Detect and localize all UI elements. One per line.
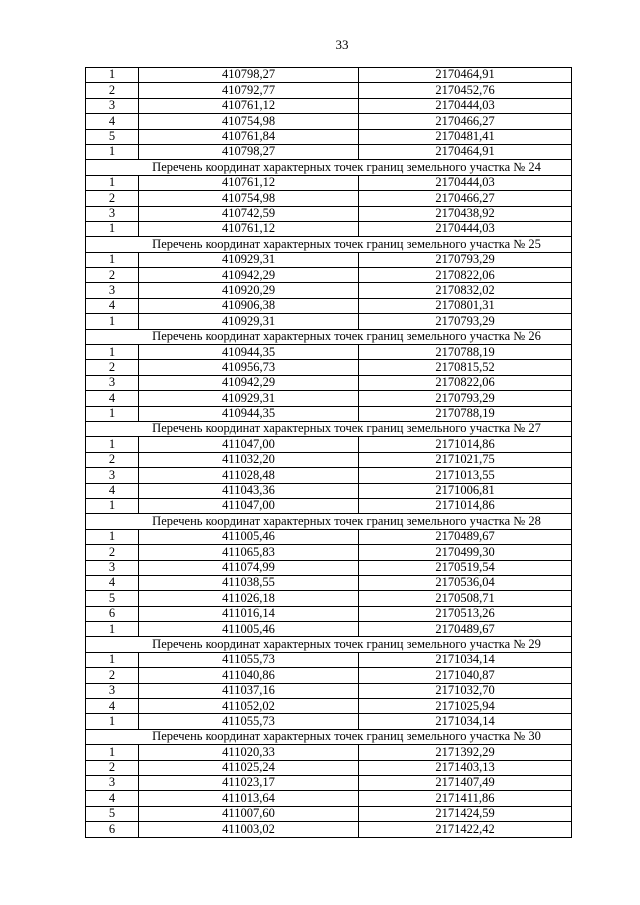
point-number-cell: 1 [86, 314, 139, 329]
section-header: Перечень координат характерных точек границ земельного участка № 30 [86, 729, 572, 744]
point-number-cell: 2 [86, 191, 139, 206]
point-number-cell: 1 [86, 406, 139, 421]
table-row [86, 622, 572, 637]
table-row [86, 775, 572, 790]
point-number-cell: 4 [86, 114, 139, 129]
x-coordinate-cell: 411055,73 [139, 714, 359, 729]
y-coordinate-cell: 2170499,30 [359, 545, 572, 560]
x-coordinate-cell: 411020,33 [139, 745, 359, 760]
y-coordinate-cell: 2170489,67 [359, 529, 572, 544]
table-row [86, 452, 572, 467]
x-coordinate-cell: 410798,27 [139, 68, 359, 83]
point-number-cell: 1 [86, 714, 139, 729]
page-number: 33 [335, 37, 349, 52]
x-coordinate-cell: 411037,16 [139, 683, 359, 698]
table-row [86, 221, 572, 236]
y-coordinate-cell: 2170466,27 [359, 191, 572, 206]
point-number-cell: 4 [86, 298, 139, 313]
table-row [86, 575, 572, 590]
table-row [86, 252, 572, 267]
table-row [86, 283, 572, 298]
point-number-cell: 1 [86, 144, 139, 159]
y-coordinate-cell: 2171006,81 [359, 483, 572, 498]
y-coordinate-cell: 2171021,75 [359, 452, 572, 467]
y-coordinate-cell: 2171040,87 [359, 668, 572, 683]
table-row [86, 129, 572, 144]
point-number-cell: 2 [86, 360, 139, 375]
point-number-cell: 4 [86, 575, 139, 590]
table-row [86, 822, 572, 837]
table-row [86, 529, 572, 544]
x-coordinate-cell: 411028,48 [139, 468, 359, 483]
x-coordinate-cell: 410920,29 [139, 283, 359, 298]
y-coordinate-cell: 2170452,76 [359, 83, 572, 98]
x-coordinate-cell: 410761,12 [139, 175, 359, 190]
point-number-cell: 3 [86, 98, 139, 113]
section-header: Перечень координат характерных точек границ земельного участка № 27 [86, 421, 572, 436]
table-row [86, 498, 572, 513]
table-row [86, 191, 572, 206]
point-number-cell: 3 [86, 206, 139, 221]
y-coordinate-cell: 2171034,14 [359, 714, 572, 729]
y-coordinate-cell: 2171422,42 [359, 822, 572, 837]
y-coordinate-cell: 2171424,59 [359, 806, 572, 821]
x-coordinate-cell: 410754,98 [139, 191, 359, 206]
point-number-cell: 1 [86, 175, 139, 190]
table-row [86, 791, 572, 806]
x-coordinate-cell: 411026,18 [139, 591, 359, 606]
point-number-cell: 3 [86, 560, 139, 575]
point-number-cell: 4 [86, 391, 139, 406]
table-row [86, 375, 572, 390]
y-coordinate-cell: 2170513,26 [359, 606, 572, 621]
section-header-row [86, 729, 572, 744]
point-number-cell: 1 [86, 622, 139, 637]
x-coordinate-cell: 410942,29 [139, 268, 359, 283]
point-number-cell: 6 [86, 606, 139, 621]
table-row [86, 437, 572, 452]
x-coordinate-cell: 411040,86 [139, 668, 359, 683]
x-coordinate-cell: 411038,55 [139, 575, 359, 590]
x-coordinate-cell: 410956,73 [139, 360, 359, 375]
y-coordinate-cell: 2171025,94 [359, 699, 572, 714]
y-coordinate-cell: 2171014,86 [359, 437, 572, 452]
point-number-cell: 2 [86, 268, 139, 283]
x-coordinate-cell: 410742,59 [139, 206, 359, 221]
y-coordinate-cell: 2170444,03 [359, 175, 572, 190]
x-coordinate-cell: 411023,17 [139, 775, 359, 790]
point-number-cell: 6 [86, 822, 139, 837]
x-coordinate-cell: 411074,99 [139, 560, 359, 575]
point-number-cell: 1 [86, 498, 139, 513]
y-coordinate-cell: 2170815,52 [359, 360, 572, 375]
point-number-cell: 2 [86, 83, 139, 98]
x-coordinate-cell: 410792,77 [139, 83, 359, 98]
point-number-cell: 4 [86, 699, 139, 714]
x-coordinate-cell: 410761,84 [139, 129, 359, 144]
y-coordinate-cell: 2170481,41 [359, 129, 572, 144]
section-header: Перечень координат характерных точек границ земельного участка № 28 [86, 514, 572, 529]
y-coordinate-cell: 2170508,71 [359, 591, 572, 606]
table-row [86, 745, 572, 760]
x-coordinate-cell: 411025,24 [139, 760, 359, 775]
table-row [86, 406, 572, 421]
table-row [86, 668, 572, 683]
x-coordinate-cell: 411007,60 [139, 806, 359, 821]
point-number-cell: 2 [86, 668, 139, 683]
point-number-cell: 1 [86, 252, 139, 267]
x-coordinate-cell: 410754,98 [139, 114, 359, 129]
table-row [86, 806, 572, 821]
x-coordinate-cell: 411047,00 [139, 498, 359, 513]
point-number-cell: 1 [86, 437, 139, 452]
section-header-row [86, 237, 572, 252]
y-coordinate-cell: 2171013,55 [359, 468, 572, 483]
table-row [86, 144, 572, 159]
x-coordinate-cell: 411047,00 [139, 437, 359, 452]
table-row [86, 175, 572, 190]
table-row [86, 68, 572, 83]
x-coordinate-cell: 410944,35 [139, 345, 359, 360]
x-coordinate-cell: 410906,38 [139, 298, 359, 313]
section-header-row [86, 637, 572, 652]
table-row [86, 345, 572, 360]
table-row [86, 114, 572, 129]
section-header: Перечень координат характерных точек границ земельного участка № 29 [86, 637, 572, 652]
x-coordinate-cell: 411013,64 [139, 791, 359, 806]
x-coordinate-cell: 410942,29 [139, 375, 359, 390]
x-coordinate-cell: 411065,83 [139, 545, 359, 560]
x-coordinate-cell: 410761,12 [139, 221, 359, 236]
point-number-cell: 1 [86, 345, 139, 360]
point-number-cell: 1 [86, 745, 139, 760]
table-row [86, 298, 572, 313]
x-coordinate-cell: 410798,27 [139, 144, 359, 159]
y-coordinate-cell: 2170793,29 [359, 252, 572, 267]
table-row [86, 545, 572, 560]
section-header: Перечень координат характерных точек границ земельного участка № 24 [86, 160, 572, 175]
y-coordinate-cell: 2171032,70 [359, 683, 572, 698]
table-row [86, 206, 572, 221]
y-coordinate-cell: 2170519,54 [359, 560, 572, 575]
point-number-cell: 1 [86, 652, 139, 667]
y-coordinate-cell: 2170822,06 [359, 375, 572, 390]
y-coordinate-cell: 2171403,13 [359, 760, 572, 775]
x-coordinate-cell: 411052,02 [139, 699, 359, 714]
x-coordinate-cell: 411032,20 [139, 452, 359, 467]
section-header-row [86, 421, 572, 436]
y-coordinate-cell: 2170788,19 [359, 406, 572, 421]
section-header: Перечень координат характерных точек границ земельного участка № 26 [86, 329, 572, 344]
point-number-cell: 3 [86, 468, 139, 483]
table-row [86, 391, 572, 406]
point-number-cell: 3 [86, 683, 139, 698]
point-number-cell: 5 [86, 806, 139, 821]
table-row [86, 360, 572, 375]
coordinates-table-body [86, 68, 572, 838]
y-coordinate-cell: 2171411,86 [359, 791, 572, 806]
point-number-cell: 5 [86, 129, 139, 144]
x-coordinate-cell: 410929,31 [139, 314, 359, 329]
y-coordinate-cell: 2170438,92 [359, 206, 572, 221]
table-row [86, 560, 572, 575]
y-coordinate-cell: 2171034,14 [359, 652, 572, 667]
x-coordinate-cell: 410929,31 [139, 252, 359, 267]
x-coordinate-cell: 411003,02 [139, 822, 359, 837]
point-number-cell: 1 [86, 529, 139, 544]
table-row [86, 591, 572, 606]
coordinates-table [85, 67, 572, 838]
y-coordinate-cell: 2170466,27 [359, 114, 572, 129]
x-coordinate-cell: 410944,35 [139, 406, 359, 421]
y-coordinate-cell: 2170464,91 [359, 68, 572, 83]
y-coordinate-cell: 2171392,29 [359, 745, 572, 760]
y-coordinate-cell: 2170444,03 [359, 221, 572, 236]
y-coordinate-cell: 2170801,31 [359, 298, 572, 313]
table-row [86, 760, 572, 775]
point-number-cell: 2 [86, 452, 139, 467]
table-row [86, 483, 572, 498]
section-header-row [86, 160, 572, 175]
x-coordinate-cell: 411055,73 [139, 652, 359, 667]
point-number-cell: 3 [86, 775, 139, 790]
y-coordinate-cell: 2170793,29 [359, 314, 572, 329]
y-coordinate-cell: 2170489,67 [359, 622, 572, 637]
table-row [86, 606, 572, 621]
table-row [86, 683, 572, 698]
point-number-cell: 1 [86, 221, 139, 236]
point-number-cell: 3 [86, 283, 139, 298]
x-coordinate-cell: 411043,36 [139, 483, 359, 498]
point-number-cell: 2 [86, 760, 139, 775]
table-row [86, 314, 572, 329]
x-coordinate-cell: 410929,31 [139, 391, 359, 406]
table-row [86, 268, 572, 283]
point-number-cell: 1 [86, 68, 139, 83]
table-row [86, 699, 572, 714]
table-row [86, 714, 572, 729]
point-number-cell: 5 [86, 591, 139, 606]
x-coordinate-cell: 411016,14 [139, 606, 359, 621]
y-coordinate-cell: 2170822,06 [359, 268, 572, 283]
y-coordinate-cell: 2170464,91 [359, 144, 572, 159]
section-header: Перечень координат характерных точек границ земельного участка № 25 [86, 237, 572, 252]
point-number-cell: 4 [86, 791, 139, 806]
x-coordinate-cell: 411005,46 [139, 622, 359, 637]
x-coordinate-cell: 411005,46 [139, 529, 359, 544]
point-number-cell: 3 [86, 375, 139, 390]
table-row [86, 468, 572, 483]
table-row [86, 83, 572, 98]
y-coordinate-cell: 2171014,86 [359, 498, 572, 513]
y-coordinate-cell: 2170444,03 [359, 98, 572, 113]
point-number-cell: 2 [86, 545, 139, 560]
point-number-cell: 4 [86, 483, 139, 498]
table-row [86, 652, 572, 667]
section-header-row [86, 329, 572, 344]
y-coordinate-cell: 2171407,49 [359, 775, 572, 790]
y-coordinate-cell: 2170832,02 [359, 283, 572, 298]
table-row [86, 98, 572, 113]
section-header-row [86, 514, 572, 529]
y-coordinate-cell: 2170788,19 [359, 345, 572, 360]
y-coordinate-cell: 2170793,29 [359, 391, 572, 406]
x-coordinate-cell: 410761,12 [139, 98, 359, 113]
y-coordinate-cell: 2170536,04 [359, 575, 572, 590]
